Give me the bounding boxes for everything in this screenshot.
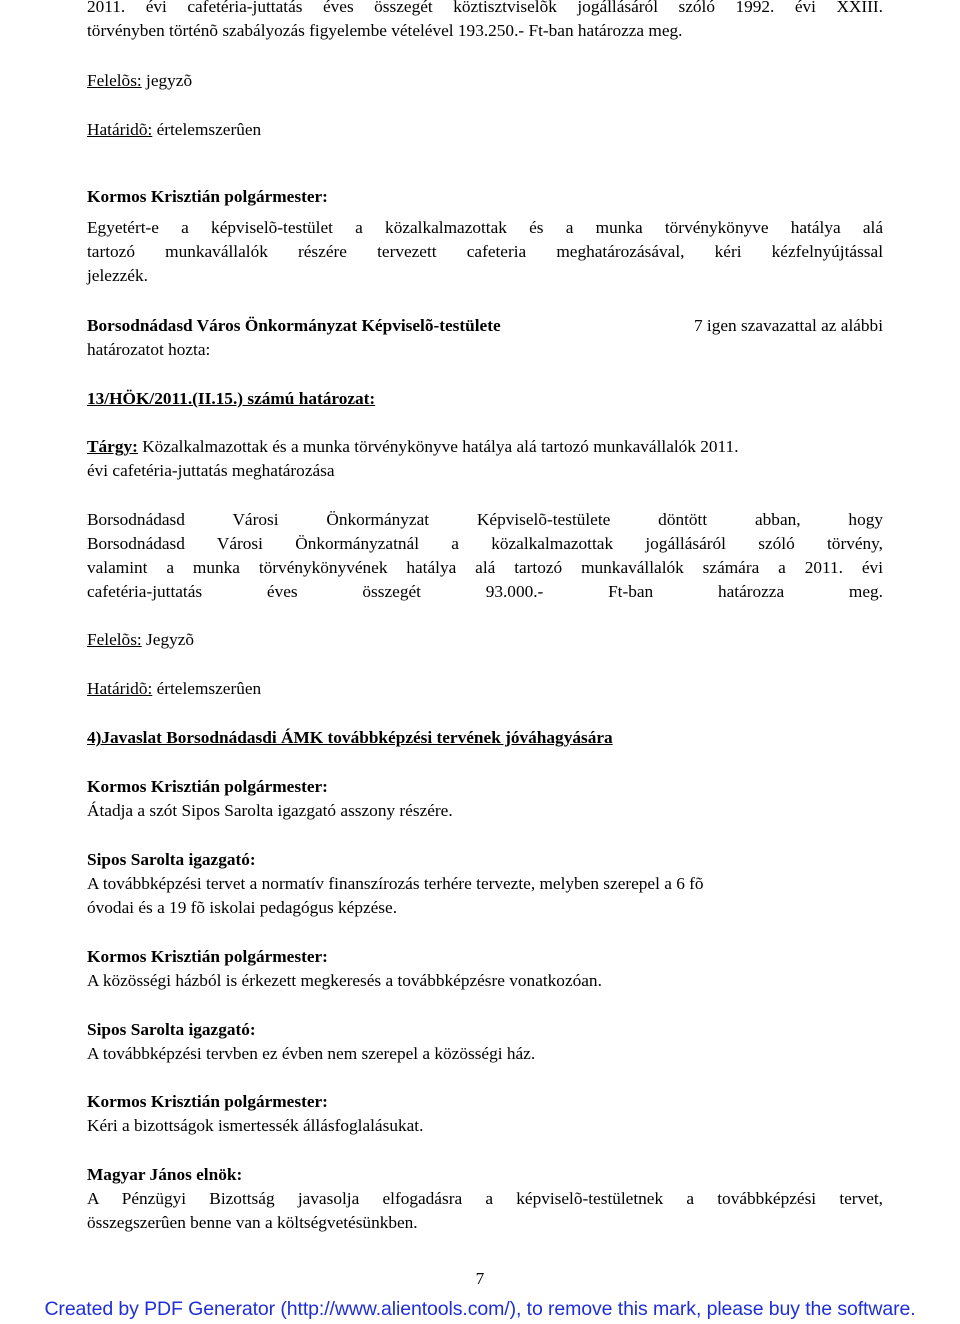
text-line: Kéri a bizottságok ismertessék állásfoglalásukat. — [87, 1116, 424, 1135]
subject-label: Tárgy: — [87, 437, 138, 456]
text-line: Borsodnádasd Városi Önkormányzatnál a közalkalmazottak jogállásáról szóló törvény, — [87, 534, 883, 553]
deadline-value: értelemszerûen — [152, 679, 262, 698]
subject-line — [87, 436, 883, 458]
text-line: Átadja a szót Sipos Sarolta igazgató asszony részére. — [87, 801, 453, 820]
responsible-value: Jegyzõ — [141, 630, 195, 649]
speaker-heading: Sipos Sarolta igazgató: — [87, 850, 256, 869]
vote-result: 7 igen szavazattal az alábbi — [693, 316, 883, 335]
speaker-heading: Magyar János elnök: — [87, 1165, 243, 1184]
text-line: A Pénzügyi Bizottság javasolja elfogadásra a képviselõ-testületnek a továbbképzési tervet, — [87, 1189, 883, 1208]
text-line: összegszerûen benne van a költségvetésünkben. — [87, 1213, 418, 1232]
text-line: tartozó munkavállalók részére tervezett cafeteria meghatározásával, kéri kézfelnyújtással — [87, 242, 883, 261]
speaker-heading: Kormos Krisztián polgármester: — [87, 777, 328, 796]
deadline-label: Határidõ: — [87, 120, 153, 139]
text-line: Borsodnádasd Városi Önkormányzat Képviselõ-testülete döntött abban, hogy — [87, 510, 883, 529]
responsible-line — [87, 629, 883, 651]
deadline-line — [87, 119, 883, 141]
text-line: A továbbképzési tervben ez évben nem szerepel a közösségi ház. — [87, 1044, 536, 1063]
speaker-heading: Kormos Krisztián polgármester: — [87, 187, 328, 206]
text-line: évi cafetéria-juttatás meghatározása — [87, 461, 335, 480]
responsible-line — [87, 70, 883, 92]
watermark-notice: Created by PDF Generator (http://www.alientools.com/), to remove this mark, please buy the software. — [44, 1298, 916, 1320]
vote-body: Borsodnádasd Város Önkormányzat Képviselõ-testülete — [87, 316, 501, 335]
speaker-heading: Kormos Krisztián polgármester: — [87, 947, 328, 966]
deadline-label: Határidõ: — [87, 679, 153, 698]
text-line: A továbbképzési tervet a normatív finanszírozás terhére tervezte, melyben szerepel a 6 fõ — [87, 874, 704, 893]
speaker-heading: Sipos Sarolta igazgató: — [87, 1020, 256, 1039]
subject-text: Közalkalmazottak és a munka törvénykönyve hatálya alá tartozó munkavállalók 2011. — [137, 437, 739, 456]
responsible-label: Felelõs: — [87, 71, 142, 90]
resolution-number: 13/HÖK/2011.(II.15.) számú határozat: — [87, 389, 376, 408]
text-line: 2011. évi cafetéria-juttatás éves összegét köztisztviselõk jogállásáról szóló 1992. évi XXIII. — [87, 0, 883, 16]
responsible-label: Felelõs: — [87, 630, 142, 649]
deadline-value: értelemszerûen — [152, 120, 262, 139]
deadline-line — [87, 678, 883, 700]
text-line: cafetéria-juttatás éves összegét 93.000.- Ft-ban határozza meg. — [87, 582, 883, 601]
text-line: óvodai és a 19 fõ iskolai pedagógus képzése. — [87, 898, 398, 917]
agenda-item-heading: 4)Javaslat Borsodnádasdi ÁMK továbbképzési tervének jóváhagyására — [87, 728, 613, 747]
speaker-heading: Kormos Krisztián polgármester: — [87, 1092, 328, 1111]
text-line: Egyetért-e a képviselõ-testület a közalkalmazottak és a munka törvénykönyve hatálya alá — [87, 218, 883, 237]
text-line: határozatot hozta: — [87, 340, 211, 359]
text-line: törvényben történõ szabályozás figyelembe vételével 193.250.- Ft-ban határozza meg. — [87, 21, 683, 40]
text-line: jelezzék. — [87, 266, 148, 285]
page-number: 7 — [475, 1269, 485, 1288]
text-line: valamint a munka törvénykönyvének hatálya alá tartozó munkavállalók számára a 2011. évi — [87, 558, 883, 577]
responsible-value: jegyzõ — [141, 71, 193, 90]
text-line: A közösségi házból is érkezett megkeresés a továbbképzésre vonatkozóan. — [87, 971, 602, 990]
